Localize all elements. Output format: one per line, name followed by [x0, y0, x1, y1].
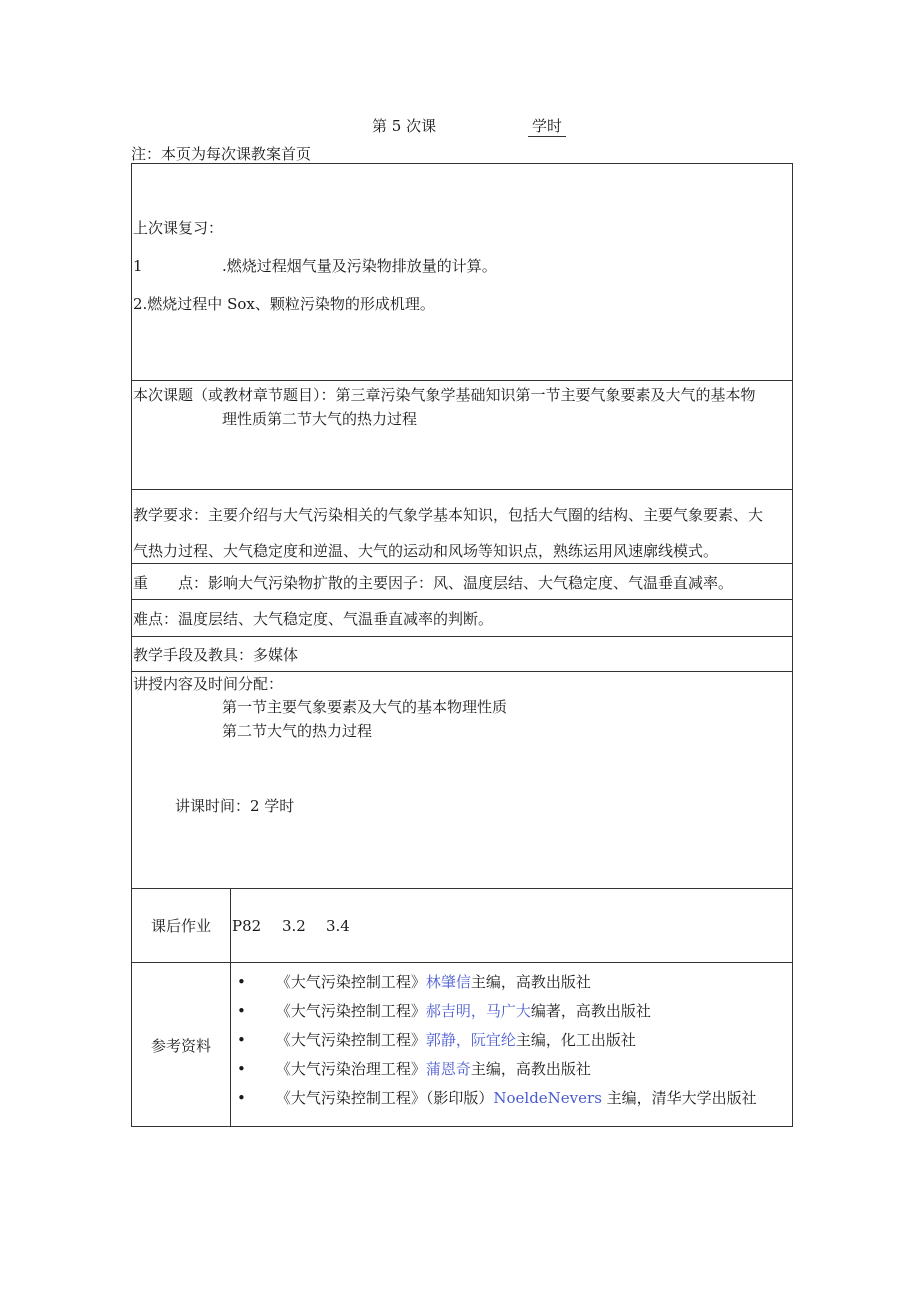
reference-book: 《大气污染控制工程》 [275, 973, 426, 991]
homework-item: P82 [232, 917, 262, 935]
reference-author: NoeldeNevers [493, 1089, 602, 1107]
reference-book: 《大气污染治理工程》 [275, 1060, 426, 1078]
reference-item [237, 1060, 591, 1078]
content-section-1: 第一节主要气象要素及大气的基本物理性质 [222, 698, 508, 716]
requirements-line-1: 教学要求：主要介绍与大气污染相关的气象学基本知识，包括大气圈的结构、主要气象要素、大 [133, 506, 764, 524]
reference-book: 《大气污染控制工程》（影印版） [275, 1089, 494, 1107]
reference-publisher: 编著，高教出版社 [530, 1002, 651, 1020]
reference-item [237, 1002, 651, 1020]
topic-line-1: 本次课题（或教材章节题目）：第三章污染气象学基础知识第一节主要气象要素及大气的基本物 [133, 386, 756, 404]
topic-line-2: 理性质第二节大气的热力过程 [222, 410, 418, 428]
key-points: 重 点：影响大气污染物扩散的主要因子：风、温度层结、大气稳定度、气温垂直减率。 [133, 574, 734, 592]
references-label: 参考资料 [151, 1037, 212, 1055]
reference-author: 林肇信 [425, 973, 471, 991]
teaching-tools: 教学手段及教具：多媒体 [133, 646, 299, 664]
reference-publisher: 主编，高教出版社 [470, 973, 591, 991]
bullet: • [237, 1031, 246, 1049]
reference-publisher: 主编，清华大学出版社 [601, 1089, 757, 1107]
reference-publisher: 主编，高教出版社 [470, 1060, 591, 1078]
reference-author: 郭静，阮宜纶 [425, 1031, 516, 1049]
bullet: • [237, 973, 246, 991]
reference-author: 蒲恩奇 [425, 1060, 471, 1078]
reference-item [237, 973, 591, 991]
reference-author: 郝吉明，马广大 [425, 1002, 531, 1020]
hours-field: 学时 [528, 117, 566, 137]
lesson-number: 第 5 次课 [372, 117, 437, 135]
homework-label: 课后作业 [151, 917, 212, 935]
reference-item [237, 1089, 757, 1107]
page-note: 注：本页为每次课教案首页 [131, 145, 312, 163]
homework-item: 3.2 [282, 917, 306, 935]
review-item-2: 2.燃烧过程中 Sox、颗粒污染物的形成机理。 [133, 295, 435, 313]
requirements-line-2: 气热力过程、大气稳定度和逆温、大气的运动和风场等知识点，熟练运用风速廓线模式。 [133, 542, 719, 560]
review-item-1-number: 1 [133, 257, 143, 275]
content-section-2: 第二节大气的热力过程 [222, 722, 373, 740]
reference-book: 《大气污染控制工程》 [275, 1031, 426, 1049]
content-title: 讲授内容及时间分配： [133, 675, 284, 693]
lecture-time: 讲课时间：2 学时 [175, 797, 295, 815]
reference-item [237, 1031, 636, 1049]
bullet: • [237, 1002, 246, 1020]
reference-publisher: 主编，化工出版社 [515, 1031, 636, 1049]
difficulties: 难点：温度层结、大气稳定度、气温垂直减率的判断。 [133, 610, 494, 628]
homework-item: 3.4 [326, 917, 350, 935]
bullet: • [237, 1060, 246, 1078]
reference-book: 《大气污染控制工程》 [275, 1002, 426, 1020]
bullet: • [237, 1089, 246, 1107]
review-title: 上次课复习： [133, 219, 224, 237]
review-item-1: .燃烧过程烟气量及污染物排放量的计算。 [222, 257, 497, 275]
